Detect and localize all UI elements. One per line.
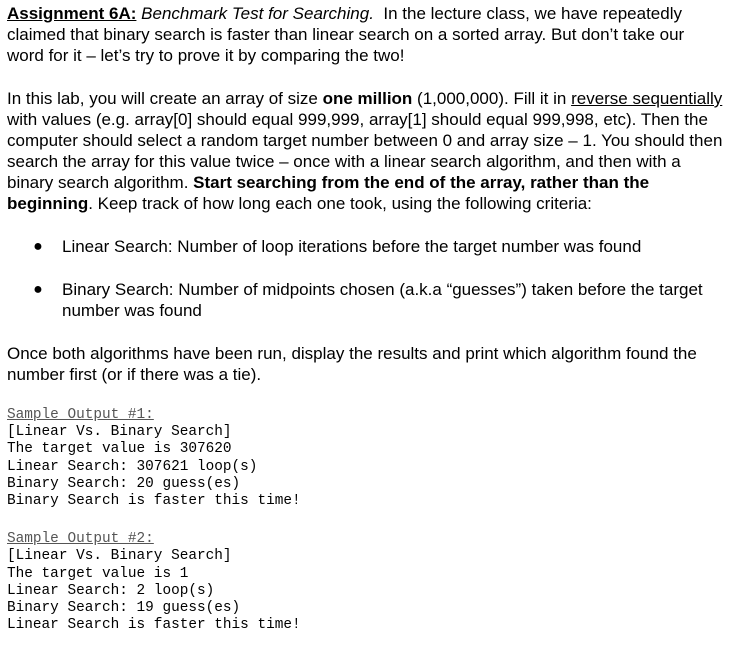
lab-text-1: In this lab, you will create an array of size [7,89,323,108]
sample-output-line: Binary Search: 20 guess(es) [7,475,241,492]
assignment-label: Assignment 6A: [7,4,137,23]
lab-paragraph [7,88,723,214]
intro-text: In the lecture class, we have repeatedly claimed that binary search is faster than linear search on a sorted array. But don’t take our word for it – let’s try to prove it by comparing the two! [7,4,685,65]
sample-output-title: Sample Output #2: [7,531,154,548]
sample-output-title: Sample Output #1: [7,407,154,423]
sample-output-line: Linear Search: 2 loop(s) [7,582,215,599]
sample-output-line: Linear Search is faster this time! [7,617,301,634]
assignment-title: Benchmark Test for Searching. [141,4,374,23]
lab-text-2: (1,000,000). Fill it in [412,89,572,108]
criteria-item [7,236,723,257]
lab-text-4: . Keep track of how long each one took, using the following criteria: [88,194,592,213]
sample-output-line: Binary Search is faster this time! [7,493,301,510]
sample-output-line: [Linear Vs. Binary Search] [7,424,232,441]
sample-output-2 [7,531,723,634]
criteria-text: Linear Search: Number of loop iterations before the target number was found [62,237,642,256]
sample-output-1 [7,407,723,510]
bullet-icon: ● [33,238,43,255]
criteria-item [7,279,723,321]
sample-output-line: Linear Search: 307621 loop(s) [7,458,258,475]
lab-bold-one-million: one million [322,89,413,108]
lab-bold-start-searching: Start searching from the end of the array, rather than the beginning [7,173,650,213]
closing-paragraph: Once both algorithms have been run, display the results and print which algorithm found the number first (or if there was a tie). [7,344,697,384]
sample-output-line: Binary Search: 19 guess(es) [7,600,241,617]
bullet-icon: ● [33,281,43,298]
assignment-document [7,3,723,634]
intro-paragraph [7,3,723,66]
criteria-list [7,236,723,321]
criteria-text: Binary Search: Number of midpoints chosen (a.k.a “guesses”) taken before the target number was found [62,280,703,320]
sample-output-line: [Linear Vs. Binary Search] [7,548,232,565]
sample-output-line: The target value is 307620 [7,441,232,458]
lab-text-3: with values (e.g. array[0] should equal 999,999, array[1] should equal 999,998, etc). Then the computer should select a random target number between 0 and array size – 1. You should then search the array for this value twice – once with a linear search algorithm, and then with a binary search algorithm. [7,110,723,192]
lab-underline-reverse: reverse sequentially [571,89,723,108]
sample-output-line: The target value is 1 [7,565,189,582]
